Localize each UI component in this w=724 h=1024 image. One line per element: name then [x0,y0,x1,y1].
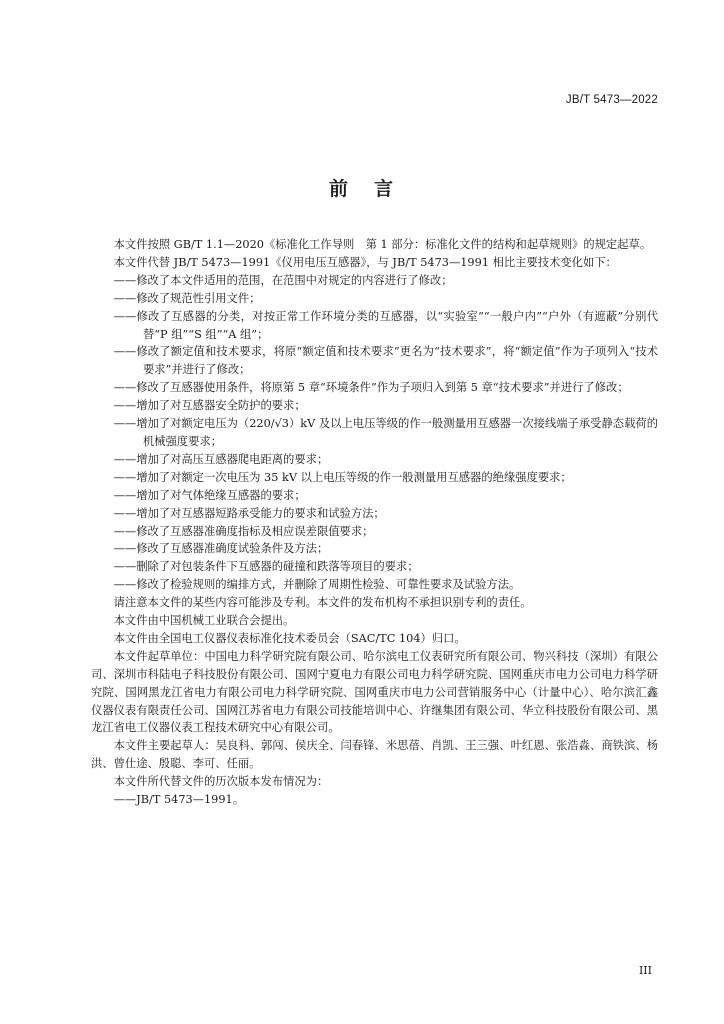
change-item: ——修改了检验规则的编排方式，并删除了周期性检验、可靠性要求及试验方法。 [113,578,521,592]
change-item: ——修改了互感器准确度指标及相应误差限值要求； [113,524,374,538]
title-char-1: 前 [328,178,350,200]
paragraph-drafting-units: 本文件起草单位：中国电力科学研究院有限公司、哈尔滨电工仪表研究所有限公司、物兴科技（深圳）有限公司、深圳市科陆电子科技股份有限公司、国网宁夏电力有限公司电力科学研究院、国网重庆市电力公司电力科学研究院、国网黑龙江省电力有限公司电力科学研究院、国网重庆市电力公司营销服务中心（计量中心）、哈尔滨汇鑫仪器仪表有限责任公司、国网江苏省电力有限公司技能培训中心、许继集团有限公司、华立科技股份有限公司、黑龙江省电工仪器仪表工程技术研究中心有限公司。 [91,649,658,735]
paragraph-drafting-basis: 本文件按照 GB/T 1.1—2020《标准化工作导则 第 1 部分：标准化文件的结构和起草规则》的规定起草。 [113,238,652,251]
change-item: ——增加了对互感器短路承受能力的要求和试验方法； [113,506,385,520]
change-item: ——修改了额定值和技术要求，将原“额定值和技术要求”更名为“技术要求”，将“额定值”作为子项列入“技术要求”并进行了修改； [113,345,658,377]
history-item: ——JB/T 5473—1991。 [113,793,245,807]
change-item: ——增加了对气体绝缘互感器的要求； [113,488,306,502]
paragraph-drafters: 本文件主要起草人：吴良科、郭闯、侯庆全、闫春锋、米思蓓、肖凯、王三强、叶红恩、张浩淼、商铁滨、杨洪、曾仕途、殷聪、李可、任丽。 [91,739,658,771]
change-item: ——增加了对高压互感器爬电距离的要求； [113,452,329,466]
foreword-body [91,236,658,809]
change-item: ——修改了本文件适用的范围，在范围中对规定的内容进行了修改； [113,273,453,287]
paragraph-replaces: 本文件代替 JB/T 5473—1991《仪用电压互感器》，与 JB/T 5473—1991 相比主要技术变化如下： [113,255,617,269]
document-code: JB/T 5473—2022 [565,94,658,106]
change-item: ——修改了规范性引用文件； [113,291,261,305]
page-title [0,174,724,201]
change-item: ——删除了对包装条件下互感器的碰撞和跌落等项目的要求； [113,560,419,574]
paragraph-proposer: 本文件由中国机械工业联合会提出。 [113,614,295,628]
title-char-2: 言 [374,178,396,200]
page-number: III [638,964,652,977]
change-item: ——增加了对额定一次电压为 35 kV 以上电压等级的作一般测量用互感器的绝缘强度要求； [113,470,572,484]
change-item: ——增加了对额定电压为（220/√3）kV 及以上电压等级的作一般测量用互感器一次接线端子承受静态载荷的机械强度要求； [113,417,658,448]
change-item: ——修改了互感器使用条件，将原第 5 章“环境条件”作为子项归入到第 5 章“技术要求”并进行了修改； [113,381,629,395]
paragraph-history-intro: 本文件所代替文件的历次版本发布情况为： [113,775,329,789]
paragraph-committee: 本文件由全国电工仪器仪表标准化技术委员会（SAC/TC 104）归口。 [113,631,466,645]
change-item: ——增加了对互感器安全防护的要求； [113,399,306,413]
change-item: ——修改了互感器的分类，对按正常工作环境分类的互感器，以“实验室”“一般户内”“户外（有遮蔽”分别代替“P 组”“S 组”“A 组”； [113,309,658,341]
change-item: ——修改了互感器准确度试验条件及方法； [113,542,329,556]
paragraph-patent-notice: 请注意本文件的某些内容可能涉及专利。本文件的发布机构不承担识别专利的责任。 [113,596,532,610]
